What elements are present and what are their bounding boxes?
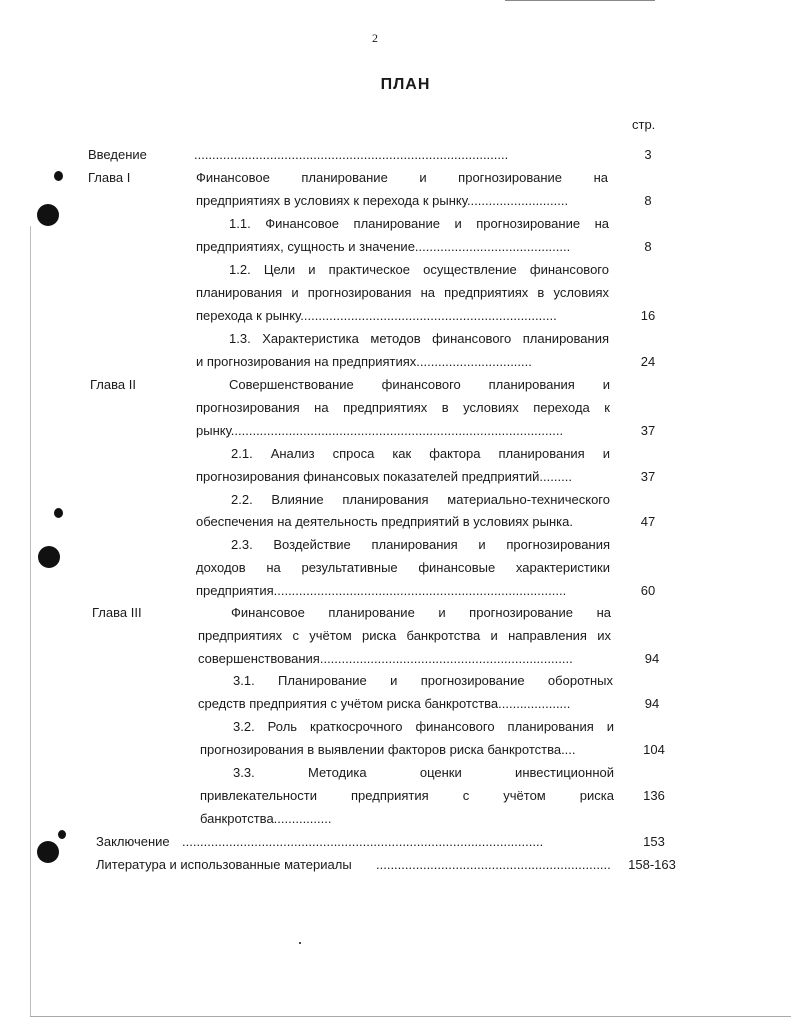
- page-title: ПЛАН: [380, 76, 431, 93]
- toc-line: перехода к рынку.......................................................................: [196, 308, 557, 323]
- toc-line: предприятиях с учётом риска банкротства и направления их: [198, 628, 611, 643]
- toc-line: обеспечения на деятельность предприятий в условиях рынка.: [196, 514, 573, 529]
- scan-mark: [299, 942, 301, 944]
- toc-line: 2.1. Анализ спроса как фактора планирования и: [231, 446, 610, 461]
- toc-line: планирования и прогнозирования на предприятиях в условиях: [196, 285, 609, 300]
- toc-line: 2.3. Воздействие планирования и прогнозирования: [231, 537, 610, 552]
- toc-page: 47: [640, 514, 656, 529]
- scan-edge-bottom: [30, 1016, 791, 1017]
- toc-page: 16: [640, 308, 656, 323]
- toc-page: 153: [643, 834, 665, 849]
- toc-line: прогнозирования финансовых показателей предприятий.........: [196, 469, 572, 484]
- toc-line: Совершенствование финансового планирования и: [229, 377, 610, 392]
- toc-line: совершенствования......................................................................: [198, 651, 573, 666]
- scan-artifact: [505, 0, 655, 1]
- punch-hole: [37, 204, 59, 226]
- page-number: 2: [372, 31, 378, 45]
- toc-line: предприятиях в условиях к перехода к рынку............................: [196, 193, 569, 208]
- toc-line: 3.1. Планирование и прогнозирование оборотных: [233, 673, 613, 688]
- toc-line: и прогнозирования на предприятиях................................: [196, 354, 532, 369]
- toc-page: 37: [640, 469, 656, 484]
- toc-dots: .......................................................................................: [194, 147, 509, 162]
- toc-page: 8: [644, 193, 652, 208]
- toc-line: доходов на результативные финансовые характеристики: [196, 560, 610, 575]
- scan-mark: [54, 171, 63, 181]
- toc-page: 37: [640, 423, 656, 438]
- toc-line: Финансовое планирование и прогнозирование на: [231, 605, 611, 620]
- toc-line: предприятия.................................................................................: [196, 583, 567, 598]
- toc-page: 3: [644, 147, 652, 162]
- toc-label-chapter-1: Глава I: [88, 170, 131, 185]
- toc-page: 94: [644, 696, 660, 711]
- toc-line: 3.2. Роль краткосрочного финансового планирования и: [233, 719, 614, 734]
- toc-label-chapter-2: Глава II: [90, 377, 136, 392]
- page-column-header: стр.: [632, 117, 656, 132]
- toc-line: предприятиях, сущность и значение...........................................: [196, 239, 571, 254]
- scan-mark: [58, 830, 66, 839]
- toc-line: рынку............................................................................................: [196, 423, 564, 438]
- punch-hole: [38, 546, 60, 568]
- toc-label-chapter-3: Глава III: [92, 605, 142, 620]
- toc-line: привлекательности предприятия с учётом риска: [200, 788, 614, 803]
- toc-page: 60: [640, 583, 656, 598]
- toc-dots: .................................................................: [376, 857, 611, 872]
- scan-mark: [54, 508, 63, 518]
- toc-line: прогнозирования на предприятиях в условиях перехода к: [196, 400, 610, 415]
- punch-hole: [37, 841, 59, 863]
- toc-line: Финансовое планирование и прогнозирование на: [196, 170, 608, 185]
- toc-label-literature: Литература и использованные материалы: [96, 857, 352, 872]
- toc-page: 158-163: [628, 857, 676, 872]
- toc-line: прогнозирования в выявлении факторов риска банкротства....: [200, 742, 576, 757]
- toc-line: 3.3. Методика оценки инвестиционной: [233, 765, 614, 780]
- toc-page: 24: [640, 354, 656, 369]
- toc-label-conclusion: Заключение: [96, 834, 170, 849]
- toc-page: 136: [643, 788, 665, 803]
- toc-line: 1.1. Финансовое планирование и прогнозирование на: [229, 216, 609, 231]
- toc-page: 8: [644, 239, 652, 254]
- toc-line: 1.3. Характеристика методов финансового планирования: [229, 331, 609, 346]
- scan-edge-left: [30, 226, 31, 1016]
- toc-dots: ....................................................................................................: [182, 834, 544, 849]
- toc-line: 1.2. Цели и практическое осуществление финансового: [229, 262, 609, 277]
- toc-line: средств предприятия с учётом риска банкротства....................: [198, 696, 571, 711]
- toc-page: 94: [644, 651, 660, 666]
- toc-line: 2.2. Влияние планирования материально-технического: [231, 492, 610, 507]
- toc-label-introduction: Введение: [88, 147, 147, 162]
- toc-page: 104: [643, 742, 665, 757]
- toc-line: банкротства................: [200, 811, 332, 826]
